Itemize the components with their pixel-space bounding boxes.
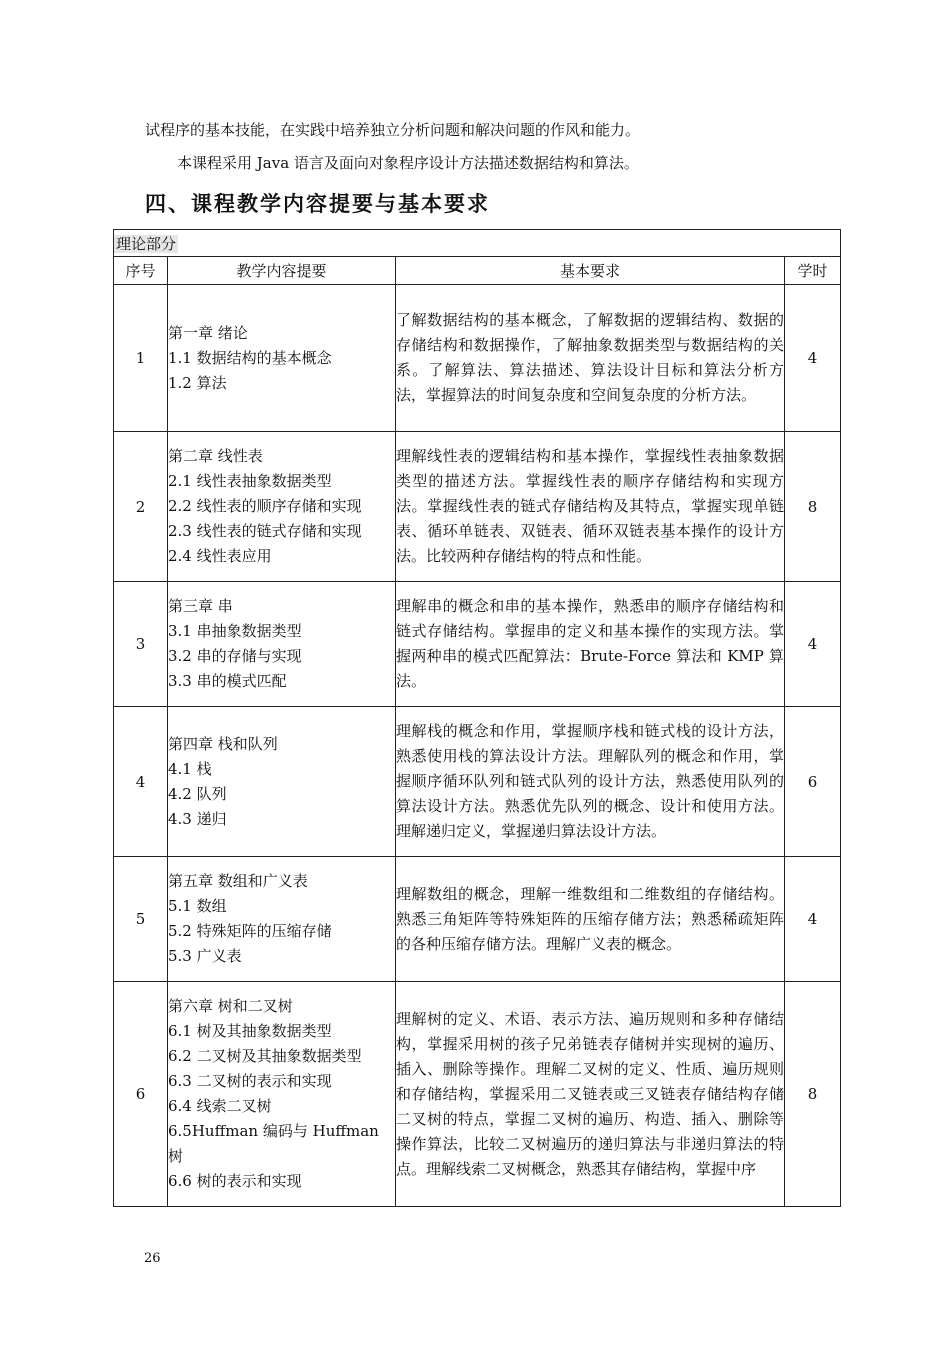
- content-line: 2.3 线性表的链式存储和实现: [168, 522, 362, 540]
- row-seq: 6: [114, 982, 168, 1207]
- content-line: 3.3 串的模式匹配: [168, 672, 287, 690]
- content-line: 第六章 树和二叉树: [168, 997, 293, 1015]
- content-line: 5.3 广义表: [168, 947, 242, 965]
- row-seq: 3: [114, 582, 168, 707]
- row-content: [168, 432, 396, 582]
- table-row: [114, 582, 841, 707]
- content-line: 第三章 串: [168, 597, 233, 615]
- content-line: 4.3 递归: [168, 809, 227, 828]
- intro-line-1: 试程序的基本技能，在实践中培养独立分析问题和解决问题的作风和能力。: [145, 121, 641, 139]
- row-content: [168, 857, 396, 982]
- content-line: 3.2 串的存储与实现: [168, 647, 302, 665]
- row-hours: 4: [785, 857, 841, 982]
- content-line: 1.1 数据结构的基本概念: [168, 348, 332, 367]
- row-content: [168, 285, 396, 432]
- page-number: 26: [144, 1251, 161, 1266]
- row-seq: 4: [114, 707, 168, 857]
- row-hours: 8: [785, 982, 841, 1207]
- header-seq: 序号: [114, 257, 168, 285]
- row-requirements: 理解数组的概念，理解一维数组和二维数组的存储结构。熟悉三角矩阵等特殊矩阵的压缩存储方法；熟悉稀疏矩阵的各种压缩存储方法。理解广义表的概念。: [396, 857, 785, 982]
- table-row: [114, 857, 841, 982]
- header-hours: 学时: [785, 257, 841, 285]
- content-line: 6.4 线索二叉树: [168, 1097, 272, 1115]
- row-hours: 8: [785, 432, 841, 582]
- intro-line-2: 本课程采用 Java 语言及面向对象程序设计方法描述数据结构和算法。: [177, 154, 639, 172]
- content-line: 第五章 数组和广义表: [168, 872, 308, 890]
- table-row: [114, 982, 841, 1207]
- content-line: 4.1 栈: [168, 759, 212, 778]
- content-line: 5.2 特殊矩阵的压缩存储: [168, 922, 332, 940]
- content-line: 6.2 二叉树及其抽象数据类型: [168, 1047, 362, 1065]
- header-content: 教学内容提要: [168, 257, 396, 285]
- table-header-row: [114, 257, 841, 285]
- content-line: 2.2 线性表的顺序存储和实现: [168, 497, 362, 515]
- table-row: [114, 707, 841, 857]
- content-line: 3.1 串抽象数据类型: [168, 622, 302, 640]
- row-requirements: 了解数据结构的基本概念，了解数据的逻辑结构、数据的存储结构和数据操作，了解抽象数据类型与数据结构的关系。了解算法、算法描述、算法设计目标和算法分析方法，掌握算法的时间复杂度和空间复杂度的分析方法。: [396, 285, 785, 432]
- course-content-table: [113, 229, 841, 1207]
- row-content: [168, 707, 396, 857]
- row-seq: 1: [114, 285, 168, 432]
- row-seq: 2: [114, 432, 168, 582]
- row-seq: 5: [114, 857, 168, 982]
- content-line: 第一章 绪论: [168, 323, 248, 342]
- header-requirements: 基本要求: [396, 257, 785, 285]
- content-line: 2.4 线性表应用: [168, 547, 272, 565]
- section-label: 理论部分: [116, 234, 177, 253]
- content-line: 6.1 树及其抽象数据类型: [168, 1022, 332, 1040]
- row-requirements: 理解树的定义、术语、表示方法、遍历规则和多种存储结构，掌握采用树的孩子兄弟链表存储树并实现树的遍历、插入、删除等操作。理解二叉树的定义、性质、遍历规则和存储结构，掌握采用二叉链表或三叉链表存储结构存储二叉树的特点，掌握二叉树的遍历、构造、插入、删除等操作算法，比较二叉树遍历的递归算法与非递归算法的特点。理解线索二叉树概念，熟悉其存储结构，掌握中序: [396, 982, 785, 1207]
- section-title: 四、课程教学内容提要与基本要求: [145, 192, 490, 216]
- content-line: 2.1 线性表抽象数据类型: [168, 472, 332, 490]
- table-row: [114, 432, 841, 582]
- content-line: 6.5Huffman 编码与 Huffman 树: [168, 1122, 379, 1165]
- table-row: [114, 285, 841, 432]
- content-line: 第二章 线性表: [168, 447, 263, 465]
- content-line: 第四章 栈和队列: [168, 734, 278, 753]
- section-label-cell: [114, 230, 841, 257]
- row-content: [168, 982, 396, 1207]
- content-line: 6.6 树的表示和实现: [168, 1172, 302, 1190]
- table-section-row: [114, 230, 841, 257]
- row-requirements: 理解串的概念和串的基本操作，熟悉串的顺序存储结构和链式存储结构。掌握串的定义和基本操作的实现方法。掌握两种串的模式匹配算法：Brute-Force 算法和 KMP 算法。: [396, 582, 785, 707]
- row-content: [168, 582, 396, 707]
- row-requirements: 理解线性表的逻辑结构和基本操作，掌握线性表抽象数据类型的描述方法。掌握线性表的顺序存储结构和实现方法。掌握线性表的链式存储结构及其特点，掌握实现单链表、循环单链表、双链表、循环双链表基本操作的设计方法。比较两种存储结构的特点和性能。: [396, 432, 785, 582]
- content-line: 4.2 队列: [168, 784, 227, 803]
- content-line: 5.1 数组: [168, 897, 227, 915]
- row-hours: 6: [785, 707, 841, 857]
- content-line: 1.2 算法: [168, 373, 227, 392]
- content-line: 6.3 二叉树的表示和实现: [168, 1072, 332, 1090]
- row-requirements: 理解栈的概念和作用，掌握顺序栈和链式栈的设计方法，熟悉使用栈的算法设计方法。理解队列的概念和作用，掌握顺序循环队列和链式队列的设计方法，熟悉使用队列的算法设计方法。熟悉优先队列的概念、设计和使用方法。理解递归定义，掌握递归算法设计方法。: [396, 707, 785, 857]
- row-hours: 4: [785, 582, 841, 707]
- row-hours: 4: [785, 285, 841, 432]
